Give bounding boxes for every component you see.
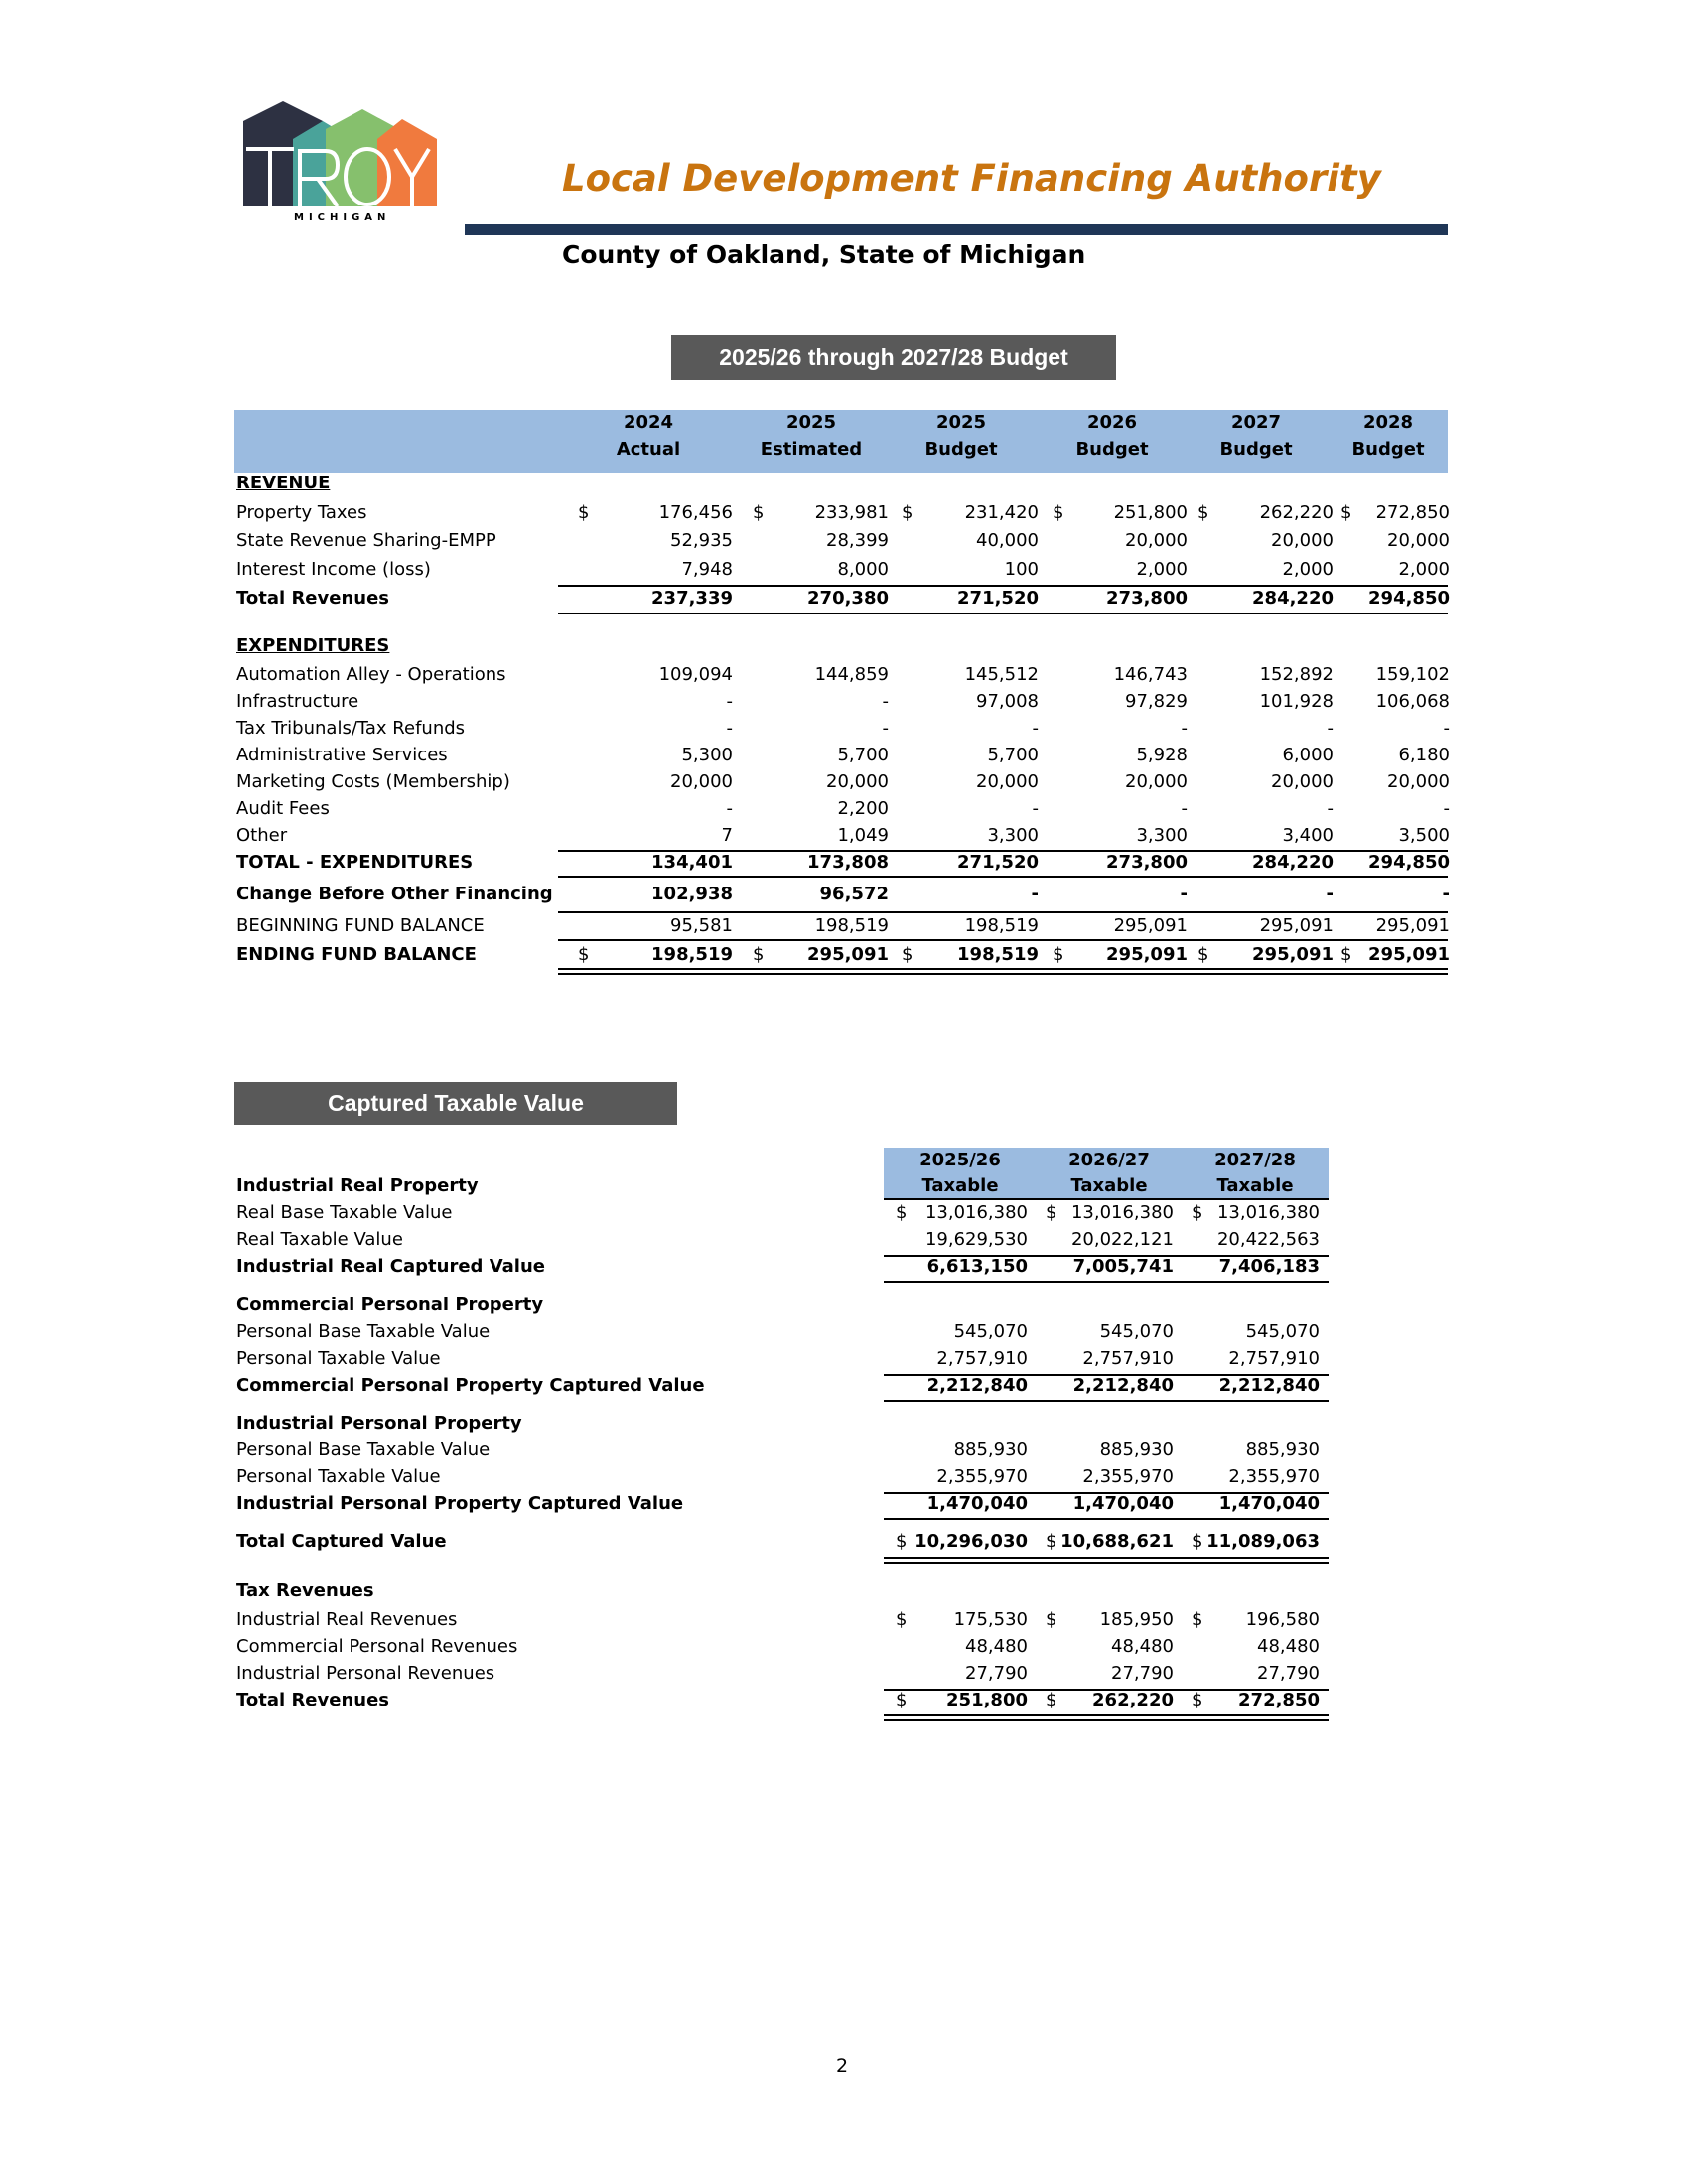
- row-value: 6,180: [1398, 745, 1450, 765]
- header-rule: [884, 1198, 1329, 1200]
- row-value: 13,016,380: [1070, 1202, 1174, 1223]
- row-value: 2,000: [1398, 559, 1450, 580]
- change-before-financing-label: Change Before Other Financing: [236, 884, 553, 904]
- row-value: 271,520: [957, 852, 1039, 873]
- title-rule: [465, 224, 1448, 235]
- row-value: 20,000: [1387, 530, 1450, 551]
- currency-symbol: $: [902, 944, 914, 965]
- row-value: -: [726, 718, 733, 739]
- row-value: 48,480: [965, 1636, 1028, 1657]
- row-value: 1,470,040: [926, 1493, 1028, 1514]
- row-value: 6,613,150: [926, 1256, 1028, 1277]
- row-value: 295,091: [1113, 915, 1188, 936]
- row-value: 545,070: [1245, 1321, 1320, 1342]
- row-value: 20,000: [1271, 771, 1334, 792]
- row-value: 2,212,840: [1072, 1375, 1174, 1396]
- commercial-personal-captured-label: Commercial Personal Property Captured Value: [236, 1375, 705, 1396]
- total-rule: [884, 1281, 1329, 1283]
- tax-revenue-row-label: Industrial Personal Revenues: [236, 1663, 495, 1684]
- row-value: 28,399: [826, 530, 889, 551]
- row-value: 109,094: [658, 664, 733, 685]
- row-value: 295,091: [1375, 915, 1450, 936]
- row-value: 7,406,183: [1218, 1256, 1320, 1277]
- currency-symbol: $: [896, 1202, 908, 1223]
- column-label: Taxable: [921, 1175, 999, 1196]
- row-value: 97,829: [1125, 691, 1188, 712]
- row-value: -: [1032, 718, 1039, 739]
- double-total-rule: [884, 1557, 1329, 1564]
- subtotal-rule: [558, 939, 1448, 941]
- row-value: 144,859: [814, 664, 889, 685]
- column-label: Budget: [1351, 439, 1425, 460]
- row-value: 8,000: [837, 559, 889, 580]
- row-value: -: [1326, 884, 1334, 904]
- tax-revenues-heading: Tax Revenues: [236, 1580, 374, 1601]
- row-value: 885,930: [953, 1439, 1028, 1460]
- row-value: -: [1442, 884, 1450, 904]
- currency-symbol: $: [1192, 1531, 1203, 1552]
- currency-symbol: $: [578, 944, 590, 965]
- row-value: 19,629,530: [924, 1229, 1028, 1250]
- revenue-heading: REVENUE: [236, 473, 331, 493]
- row-value: 198,519: [957, 944, 1039, 965]
- expenditure-row-label: Administrative Services: [236, 745, 448, 765]
- currency-symbol: $: [896, 1609, 908, 1630]
- row-value: 262,220: [1092, 1690, 1174, 1710]
- row-value: 233,981: [814, 502, 889, 523]
- row-value: 270,380: [807, 588, 889, 609]
- row-value: 10,688,621: [1060, 1531, 1174, 1552]
- row-value: 5,928: [1136, 745, 1188, 765]
- currency-symbol: $: [1046, 1690, 1057, 1710]
- subtotal-rule: [558, 585, 1448, 587]
- page-number: 2: [836, 2055, 849, 2077]
- column-label: Budget: [1075, 439, 1149, 460]
- row-value: 2,355,970: [1082, 1466, 1174, 1487]
- row-value: 7,005,741: [1072, 1256, 1174, 1277]
- industrial-personal-captured-label: Industrial Personal Property Captured Value: [236, 1493, 684, 1514]
- total-rule: [884, 1518, 1329, 1520]
- expenditures-heading: EXPENDITURES: [236, 635, 390, 656]
- row-value: 95,581: [670, 915, 733, 936]
- row-value: -: [1327, 718, 1334, 739]
- row-value: 159,102: [1375, 664, 1450, 685]
- row-value: 20,000: [1387, 771, 1450, 792]
- currency-symbol: $: [896, 1531, 908, 1552]
- total-rule: [884, 1400, 1329, 1402]
- expenditure-row-label: Marketing Costs (Membership): [236, 771, 510, 792]
- row-value: 176,456: [658, 502, 733, 523]
- row-value: 6,000: [1282, 745, 1334, 765]
- currency-symbol: $: [1053, 502, 1064, 523]
- row-value: 237,339: [651, 588, 733, 609]
- row-value: 20,000: [670, 771, 733, 792]
- row-value: -: [726, 691, 733, 712]
- expenditure-row-label: Other: [236, 825, 288, 846]
- document-title: Local Development Financing Authority: [562, 157, 1381, 200]
- row-value: 40,000: [976, 530, 1039, 551]
- row-value: 5,700: [837, 745, 889, 765]
- real-base-taxable-label: Real Base Taxable Value: [236, 1202, 453, 1223]
- captured-taxable-value-banner: Captured Taxable Value: [234, 1082, 677, 1125]
- row-value: 27,790: [965, 1663, 1028, 1684]
- tax-total-revenues-label: Total Revenues: [236, 1690, 390, 1710]
- row-value: 545,070: [953, 1321, 1028, 1342]
- row-value: 3,300: [987, 825, 1039, 846]
- row-value: 2,757,910: [1082, 1348, 1174, 1369]
- ending-fund-balance-label: ENDING FUND BALANCE: [236, 944, 477, 965]
- row-value: 5,300: [681, 745, 733, 765]
- row-value: 198,519: [964, 915, 1039, 936]
- revenue-row-label: Property Taxes: [236, 502, 367, 523]
- row-value: 2,200: [837, 798, 889, 819]
- row-value: 48,480: [1257, 1636, 1320, 1657]
- row-value: 251,800: [1113, 502, 1188, 523]
- currency-symbol: $: [578, 502, 590, 523]
- industrial-real-captured-label: Industrial Real Captured Value: [236, 1256, 545, 1277]
- row-value: 2,000: [1136, 559, 1188, 580]
- row-value: 3,500: [1398, 825, 1450, 846]
- document-subtitle: County of Oakland, State of Michigan: [562, 240, 1086, 269]
- currency-symbol: $: [896, 1690, 908, 1710]
- row-value: 20,000: [826, 771, 889, 792]
- row-value: 13,016,380: [1216, 1202, 1320, 1223]
- row-value: -: [1032, 798, 1039, 819]
- row-value: 27,790: [1111, 1663, 1174, 1684]
- beginning-fund-balance-label: BEGINNING FUND BALANCE: [236, 915, 485, 936]
- row-value: 3,400: [1282, 825, 1334, 846]
- row-value: 273,800: [1106, 852, 1188, 873]
- column-label: Budget: [1219, 439, 1293, 460]
- budget-banner: 2025/26 through 2027/28 Budget: [671, 335, 1116, 380]
- personal-taxable-label: Personal Taxable Value: [236, 1348, 441, 1369]
- row-value: 295,091: [1106, 944, 1188, 965]
- row-value: 96,572: [819, 884, 889, 904]
- row-value: 294,850: [1368, 852, 1450, 873]
- currency-symbol: $: [1340, 944, 1352, 965]
- total-captured-label: Total Captured Value: [236, 1531, 447, 1552]
- row-value: 5,700: [987, 745, 1039, 765]
- currency-symbol: $: [1192, 1202, 1203, 1223]
- row-value: 20,422,563: [1216, 1229, 1320, 1250]
- column-year: 2024: [623, 412, 674, 433]
- currency-symbol: $: [1046, 1531, 1057, 1552]
- row-value: 7,948: [681, 559, 733, 580]
- currency-symbol: $: [1192, 1609, 1203, 1630]
- row-value: 2,212,840: [1218, 1375, 1320, 1396]
- revenue-row-label: Interest Income (loss): [236, 559, 431, 580]
- row-value: 885,930: [1245, 1439, 1320, 1460]
- total-rule: [558, 613, 1448, 614]
- row-value: 27,790: [1257, 1663, 1320, 1684]
- row-value: 295,091: [1252, 944, 1334, 965]
- row-value: 13,016,380: [924, 1202, 1028, 1223]
- row-value: 231,420: [964, 502, 1039, 523]
- tax-revenue-row-label: Commercial Personal Revenues: [236, 1636, 518, 1657]
- row-value: 885,930: [1099, 1439, 1174, 1460]
- row-value: 295,091: [807, 944, 889, 965]
- row-value: -: [882, 691, 889, 712]
- expenditure-row-label: Tax Tribunals/Tax Refunds: [236, 718, 466, 739]
- row-value: 20,022,121: [1070, 1229, 1174, 1250]
- double-total-rule: [884, 1714, 1329, 1721]
- row-value: 175,530: [953, 1609, 1028, 1630]
- row-value: 294,850: [1368, 588, 1450, 609]
- row-value: 11,089,063: [1206, 1531, 1320, 1552]
- row-value: 7: [721, 825, 733, 846]
- real-taxable-label: Real Taxable Value: [236, 1229, 403, 1250]
- column-year: 2027/28: [1214, 1150, 1296, 1170]
- currency-symbol: $: [1053, 944, 1064, 965]
- personal-taxable-label: Personal Taxable Value: [236, 1466, 441, 1487]
- row-value: 134,401: [651, 852, 733, 873]
- row-value: 198,519: [651, 944, 733, 965]
- currency-symbol: $: [1197, 502, 1209, 523]
- row-value: -: [1443, 718, 1450, 739]
- row-value: 272,850: [1375, 502, 1450, 523]
- total-rule: [558, 876, 1448, 878]
- row-value: 284,220: [1252, 588, 1334, 609]
- total-expenditures-label: TOTAL - EXPENDITURES: [236, 852, 474, 873]
- column-year: 2025: [785, 412, 837, 433]
- row-value: 272,850: [1238, 1690, 1320, 1710]
- row-value: 2,212,840: [926, 1375, 1028, 1396]
- row-value: 10,296,030: [914, 1531, 1028, 1552]
- currency-symbol: $: [902, 502, 914, 523]
- expenditure-row-label: Infrastructure: [236, 691, 359, 712]
- row-value: 2,355,970: [936, 1466, 1028, 1487]
- currency-symbol: $: [1340, 502, 1352, 523]
- row-value: -: [1443, 798, 1450, 819]
- row-value: 20,000: [1125, 771, 1188, 792]
- row-value: 251,800: [946, 1690, 1028, 1710]
- industrial-real-heading: Industrial Real Property: [236, 1175, 479, 1196]
- column-year: 2025: [935, 412, 987, 433]
- row-value: 101,928: [1259, 691, 1334, 712]
- row-value: 2,355,970: [1228, 1466, 1320, 1487]
- row-value: 48,480: [1111, 1636, 1174, 1657]
- currency-symbol: $: [753, 944, 765, 965]
- row-value: 545,070: [1099, 1321, 1174, 1342]
- row-value: 295,091: [1368, 944, 1450, 965]
- row-value: 146,743: [1113, 664, 1188, 685]
- personal-base-taxable-label: Personal Base Taxable Value: [236, 1321, 491, 1342]
- column-year: 2026: [1086, 412, 1138, 433]
- row-value: 102,938: [651, 884, 733, 904]
- double-total-rule: [558, 968, 1448, 975]
- column-label: Estimated: [760, 439, 863, 460]
- currency-symbol: $: [1046, 1202, 1057, 1223]
- row-value: 271,520: [957, 588, 1039, 609]
- total-revenues-label: Total Revenues: [236, 588, 390, 609]
- row-value: 198,519: [814, 915, 889, 936]
- subtotal-rule: [558, 911, 1448, 913]
- logo-subtext: MICHIGAN: [294, 212, 391, 223]
- row-value: 2,757,910: [936, 1348, 1028, 1369]
- row-value: -: [1180, 884, 1188, 904]
- row-value: -: [726, 798, 733, 819]
- row-value: 196,580: [1245, 1609, 1320, 1630]
- column-year: 2028: [1362, 412, 1414, 433]
- row-value: -: [882, 718, 889, 739]
- row-value: 106,068: [1375, 691, 1450, 712]
- row-value: 185,950: [1099, 1609, 1174, 1630]
- row-value: 20,000: [1271, 530, 1334, 551]
- row-value: 20,000: [1125, 530, 1188, 551]
- row-value: 152,892: [1259, 664, 1334, 685]
- row-value: 2,757,910: [1228, 1348, 1320, 1369]
- row-value: 100: [1004, 559, 1039, 580]
- column-label: Taxable: [1070, 1175, 1148, 1196]
- row-value: 3,300: [1136, 825, 1188, 846]
- expenditure-row-label: Audit Fees: [236, 798, 330, 819]
- row-value: 20,000: [976, 771, 1039, 792]
- column-label: Taxable: [1216, 1175, 1294, 1196]
- column-year: 2026/27: [1068, 1150, 1150, 1170]
- currency-symbol: $: [1046, 1609, 1057, 1630]
- commercial-personal-heading: Commercial Personal Property: [236, 1295, 544, 1315]
- column-year: 2027: [1230, 412, 1282, 433]
- row-value: -: [1031, 884, 1039, 904]
- industrial-personal-heading: Industrial Personal Property: [236, 1413, 522, 1433]
- row-value: 284,220: [1252, 852, 1334, 873]
- currency-symbol: $: [1192, 1690, 1203, 1710]
- currency-symbol: $: [1197, 944, 1209, 965]
- row-value: 1,049: [837, 825, 889, 846]
- column-label: Budget: [924, 439, 998, 460]
- row-value: 145,512: [964, 664, 1039, 685]
- column-label: Actual: [616, 439, 681, 460]
- row-value: -: [1181, 718, 1188, 739]
- row-value: 52,935: [670, 530, 733, 551]
- expenditure-row-label: Automation Alley - Operations: [236, 664, 506, 685]
- column-year: 2025/26: [919, 1150, 1001, 1170]
- row-value: 1,470,040: [1218, 1493, 1320, 1514]
- revenue-row-label: State Revenue Sharing-EMPP: [236, 530, 496, 551]
- personal-base-taxable-label: Personal Base Taxable Value: [236, 1439, 491, 1460]
- row-value: 273,800: [1106, 588, 1188, 609]
- row-value: 173,808: [807, 852, 889, 873]
- row-value: -: [1327, 798, 1334, 819]
- row-value: 262,220: [1259, 502, 1334, 523]
- row-value: 97,008: [976, 691, 1039, 712]
- currency-symbol: $: [753, 502, 765, 523]
- row-value: 1,470,040: [1072, 1493, 1174, 1514]
- tax-revenue-row-label: Industrial Real Revenues: [236, 1609, 458, 1630]
- row-value: 295,091: [1259, 915, 1334, 936]
- row-value: -: [1181, 798, 1188, 819]
- row-value: 2,000: [1282, 559, 1334, 580]
